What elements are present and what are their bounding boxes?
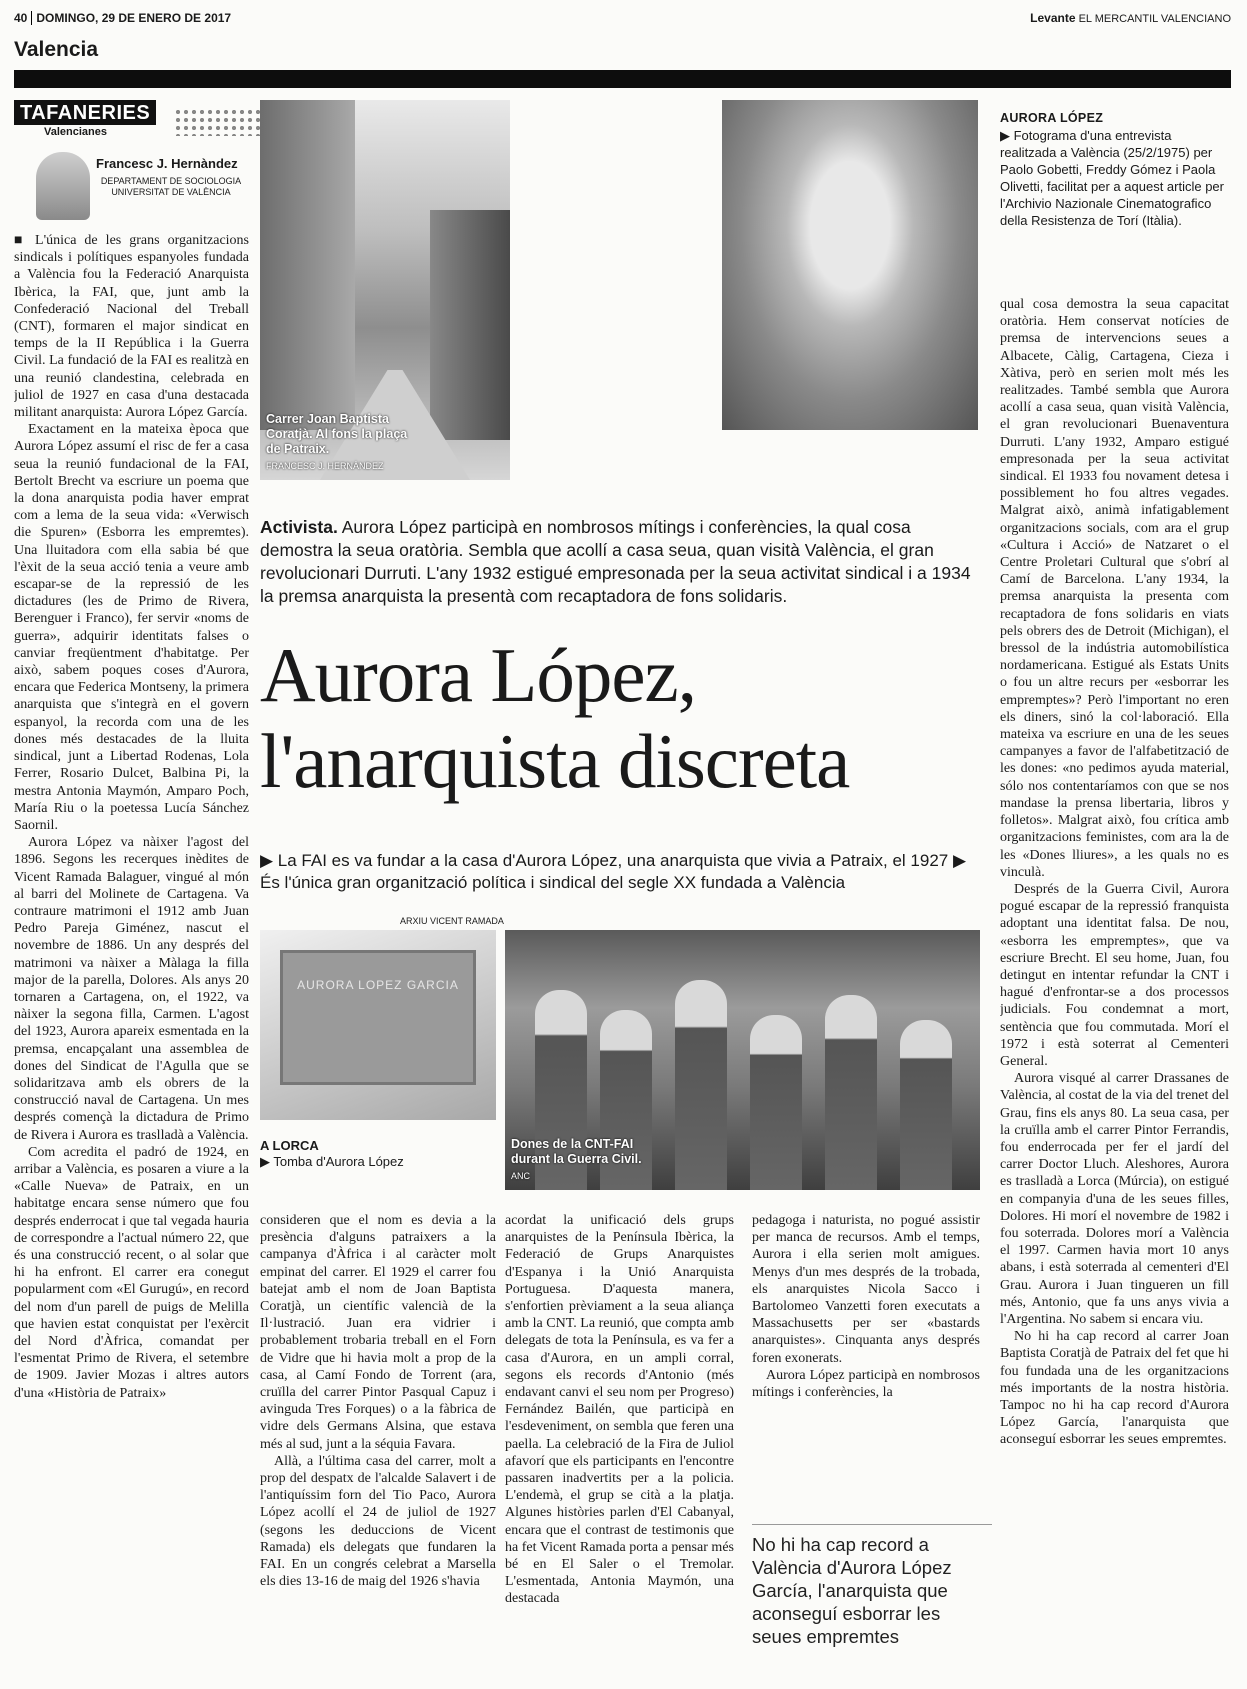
tomb-inscription: AURORA LOPEZ GARCIA (297, 978, 459, 992)
article-column-2 (260, 1212, 496, 1677)
paragraph: No hi ha cap record al carrer Joan Baptista Coratjà de Patraix del fet que hi fou fundada una de les organitzacions més importants de la nostra història. Tampoc no hi ha cap record d'Aurora López García, l'anarquista que aconseguí esborrar les seues empremtes. (1000, 1329, 1229, 1448)
photo-figure (750, 1015, 802, 1190)
pull-quote: No hi ha cap record a València d'Aurora López García, l'anarquista que aconseguí esborrar les seues empremtes (752, 1524, 992, 1648)
photo-credit: ANC (511, 1171, 531, 1181)
tomb-photo-credit: ARXIU VICENT RAMADA (400, 916, 504, 926)
street-photo (260, 100, 510, 480)
portrait-caption-text: ▶ Fotograma d'una entrevista realitzada a València (25/2/1975) per Paolo Gobetti, Freddy Gómez i Paola Olivetti, facilitat per a aquest article per l'Archivio Nazionale Cinematografico della Resistenza de Torí (Itàlia). (1000, 128, 1224, 228)
paragraph: pedagoga i naturista, no pogué assistir per manca de recursos. Amb el temps, Aurora i ella serien molt amigues. Menys d'un mes després de la trobada, els anarquistes Nicola Sacco i Bartolomeo Vanzetti foren executats a Massachusetts per ser «bastards anarquistes». Cinquanta anys després foren exonerats. (752, 1213, 980, 1366)
author-affiliation: DEPARTAMENT DE SOCIOLOGIA UNIVERSITAT DE VALÈNCIA (100, 176, 242, 197)
paragraph: ■ L'única de les grans organitzacions sindicals i polítiques espanyoles fundada a València fou la Federació Anarquista Ibèrica, la FAI, que, junt amb la Confederació Nacional del Treball (CNT), formaren el major sindicat en temps de la II República i la Guerra Civil. La fundació de la FAI es realitzà en una reunió clandestina, celebrada en juliol de 1927 en casa d'una destacada militant anarquista: Aurora López García. (14, 233, 249, 421)
logo-dots-decoration (174, 108, 260, 136)
paragraph: consideren que el nom es devia a la presència d'alguns patraixers a la campanya d'Àfrica i al caràcter molt empinat del carrer. El 1929 el carrer fou batejat amb el nom de Joan Baptista Coratjà, un científic valencià de la Il·lustració. Juan era vidrier i probablement trobaria treball en el Forn de Vidre que hi havia molt a prop de la casa, al Camí Fondo de Torrent (ara, cruïlla del carrer Pintor Pasqual Capuz i avinguda Tres Forques) o a la fàbrica de vidre dels Germans Alsina, que estava més al sud, junt a la séquia Favara. (260, 1213, 496, 1452)
article-column-4 (752, 1212, 980, 1512)
paragraph: Exactament en la mateixa època que Aurora López assumí el risc de fer a casa seua la reunió fundacional de la FAI, Bertolt Brecht va escriure un poema que la dona anarquista podia haver emprat com a lema de la seua vida: «Verwisch die Spuren» (Esborra les empremtes). Una lluitadora com ella sabia bé que l'èxit de la seua acció tenia a veure amb escapar-se de la repressió de les dictadures (les de Primo de Rivera, Berenguer i Franco), fer servir «noms de guerra», adquirir identitats falses o canviar freqüentment d'habitatge. Per això, sabem poques coses d'Aurora, encara que Federica Montseny, la primera anarquista que s'integrà en el govern espanyol, la recorda com una de les dones més destacades de la lluita sindical, junt a Libertad Rodenas, Lola Ferrer, Rosario Dulcet, Balbina Pi, la mestra Antonia Maymón, Amparo Poch, María Riu o la poetessa Lucía Sánchez Saornil. (14, 422, 249, 833)
caption-text: Tomba d'Aurora López (273, 1154, 404, 1169)
article-column-3 (505, 1212, 734, 1677)
author-name: Francesc J. Hernàndez (96, 156, 238, 171)
paragraph: Aurora López va nàixer l'agost del 1896. Segons les recerques inèdites de Vicent Ramada Balaguer, vingué al món al barri del Molinete de Cartagena. Va contraure matrimoni el 1912 amb Juan Pedro Pareja Giménez, nascut el novembre de 1886. Un any després del matrimoni va nàixer a Màlaga la filla major de la parella, Dolores. Als anys 20 tornaren a Cartagena, on, el 1922, va nàixer la segona filla, Carmen. L'agost del 1923, Aurora apareix esmentada en la premsa, encapçalant una assemblea de dones del Sindicat de l'Agulla que se solidaritzava amb els obrers de la construcció naval de Cartagena. Un mes després començà la dictadura de Primo de Rivera i Aurora es traslladà a València. (14, 835, 249, 1143)
photo-figure (900, 1020, 952, 1190)
page-number: 40 (14, 11, 32, 25)
section-title: Valencia (14, 38, 99, 61)
brand-sub: EL MERCANTIL VALENCIANO (1078, 13, 1231, 25)
column-logo (14, 100, 249, 148)
brand-name: Levante (1030, 11, 1076, 25)
subheadline: ▶ La FAI es va fundar a la casa d'Aurora López, una anarquista que vivia a Patraix, el 1927 ▶ És l'única gran organització política i sindical del segle XX fundada a València (260, 851, 967, 892)
paragraph: Aurora López participà en nombrosos mítings i conferències, la (752, 1367, 980, 1401)
street-photo-caption (266, 412, 416, 474)
paragraph: Allà, a l'última casa del carrer, molt a prop del despatx de l'alcalde Salavert i de l'antiquíssim forn del Tio Paco, Aurora López acollí el 24 de juliol de 1927 (segons les deduccions de Vicent Ramada) els delegats que fundaren la FAI. En un congrés celebrat a Marsella els dies 13-16 de maig del 1926 s'havia (260, 1453, 496, 1590)
paragraph: Com acredita el padró de 1924, en arribar a València, es posaren a viure a la «Calle Nueva» de Patraix, en un habitatge encara sense número que fou després enderrocat i que tal vegada hauria de correspondre a l'actual número 22, que és una construcció recent, o al solar que hi ha enfront. El carrer era conegut popularment com «El Gurugú», en record del nom d'un parell de puigs de Melilla que havien estat conquistat per l'exèrcit del Nord d'Àfrica, comandat per l'esmentat Primo de Rivera, el setembre de 1909. Javier Mozas i altres autors d'una «Història de Patraix» (14, 1144, 249, 1401)
portrait-photo (722, 100, 978, 430)
cnt-fai-women-photo (505, 930, 980, 1190)
page-header (14, 8, 1231, 30)
tomb-plate (280, 950, 476, 1085)
women-photo-caption (511, 1137, 671, 1184)
photo-figure (825, 995, 877, 1190)
headline-line-2: l'anarquista discreta (260, 718, 850, 804)
paragraph: Després de la Guerra Civil, Aurora pogué escapar de la repressió franquista adoptant una identitat falsa. De nou, «esborra les empremptes», que va escriure Brecht. El seu home, Juan, fou detingut en intentar refundar la CNT i hagué d'enfrontar-se a dos processos judicials. Fou condemnat a mort, sentència que fou commutada. Morí el 1972 i està soterrat al Cementeri General. (1000, 881, 1229, 1069)
photo-credit: FRANCESC J. HERNÀNDEZ (266, 461, 384, 471)
photo-building-right (430, 210, 510, 440)
paragraph: Aurora visqué al carrer Drassanes de València, al costat de la via del trenet del Grau, fins els anys 80. La seua casa, per la cruïlla amb el carrer Pintor Ferrandis, fou enderrocada per fer el jardí del carrer Doctor Lluch. Aleshores, Aurora es traslladà a Lorca (Múrcia), on estigué en companyia d'una de les seues filles, Dolores. Hi morí el novembre de 1982 i fou soterrada. Dolores morí a València el 1997. Carmen havia mort 10 anys abans, i està soterrada al cementeri d'El Grau. Aurora i Juan tingueren un fill més, Antonio, que fa uns anys vivia a l'Argentina. No sabem si encara viu. (1000, 1071, 1229, 1327)
date-text: DOMINGO, 29 DE ENERO DE 2017 (36, 11, 232, 25)
photo-building-left (260, 100, 355, 430)
section-bar (14, 70, 1231, 88)
portrait-label: AURORA LÓPEZ (1000, 111, 1104, 125)
author-photo (36, 152, 90, 220)
tomb-label: A LORCA (260, 1138, 319, 1153)
column-logo-subtitle: Valencianes (44, 126, 107, 138)
tomb-photo (260, 930, 496, 1120)
caption-text: Dones de la CNT-FAI durant la Guerra Civil. (511, 1137, 642, 1166)
author-block (14, 152, 249, 222)
photo-figure (675, 980, 727, 1190)
portrait-caption (1000, 110, 1230, 229)
headline (260, 632, 980, 804)
tomb-caption (260, 1138, 404, 1170)
article-column-1 (14, 232, 249, 1677)
caption-text: Carrer Joan Baptista Coratjà. Al fons la plaça de Patraix. (266, 412, 408, 456)
article-column-5 (1000, 296, 1229, 1678)
lead-label: Activista. (260, 517, 338, 537)
page-date (14, 11, 231, 25)
paragraph: acordat la unificació dels grups anarquistes de la Península Ibèrica, la Federació de Grups Anarquistes d'Espanya i la Unió Anarquista Portuguesa. D'aquesta manera, s'enfortien prèviament a la seua aliança amb la CNT. La reunió, que compta amb delegats de tota la Península, es va fer a casa d'Aurora, en un ampli corral, segons els records d'Antonio (més endavant canvi el seu nom per Progreso) Fernández Bailén, que participà en l'esdeveniment, on sembla que feren una paella. La celebració de la Fira de Juliol afavorí que els participants en l'encontre passaren inadvertits per a la policia. L'endemà, el grup se cità a la platja. Algunes històries parlen d'El Cabanyal, encara que el contrast de testimonis que ha fet Vicent Ramada porta a pensar més bé en El Saler o el Tremolar. L'esmentada, Antonia Maymón, una destacada (505, 1213, 734, 1607)
lead-text: Aurora López participà en nombrosos mítings i conferències, la qual cosa demostra la seua oratòria. Sembla que acollí a casa seua, quan visità València, el gran revolucionari Durruti. L'any 1932 estigué empresonada per la seua activitat sindical i a 1934 la premsa anarquista la presentà com recaptadora de fons solidaris. (260, 517, 971, 606)
column-logo-title: TAFANERIES (14, 100, 156, 125)
caption-text: Fotograma d'una entrevista realitzada a València (25/2/1975) per Paolo Gobetti, Freddy Gómez i Paola Olivetti, facilitat per a aquest article per l'Archivio Nazionale Cinematografico della Resistenza de Torí (Itàlia). (1000, 128, 1224, 228)
masthead (1030, 11, 1231, 25)
activist-lead (260, 516, 980, 608)
headline-line-1: Aurora López, (260, 632, 696, 718)
tomb-caption-text: ▶ Tomba d'Aurora López (260, 1154, 404, 1169)
paragraph: qual cosa demostra la seua capacitat oratòria. Hem conservat notícies de premsa de intervencions seues a Albacete, Càlig, Cartagena, Cieza i Xàtiva, però en serien molt més les realitzades. També sembla que Aurora acollí a casa seua, quan visità València, el gran revolucionari Buenaventura Durruti. L'any 1932, Amparo estigué empresonada per la seua activitat sindical. El 1933 fou novament detesa i possiblement ho fou altres vegades. Malgrat això, animà infatigablement organitzacions socials, com ara el grup «Cultura i Acció» de Natzaret o el Centre Proletari Cultural que s'obrí al Camí de Barcelona. L'any 1934, la premsa anarquista la presenta com recaptadora de fons solidaris en viats pels obrers des de Detroit (Michigan), el bressol de la indústria automobilística nordamericana. Estigué als Estats Units o fou un altre recurs per «esborrar les empremptes»? Però l'important no eren els diners, sinó la col·laboració. Ella mateixa va escriure en una de les seues campanyes a favor de l'alfabetització de les dones: «no pedimos ayuda material, sólo nos contentaríamos con que se nos mandase la prensa libertaria, libros y folletos». Malgrat això, fou crítica amb organitzacions feministes, com ara la de les «Dones lliures», a les quals no es vinculà. (1000, 297, 1229, 880)
